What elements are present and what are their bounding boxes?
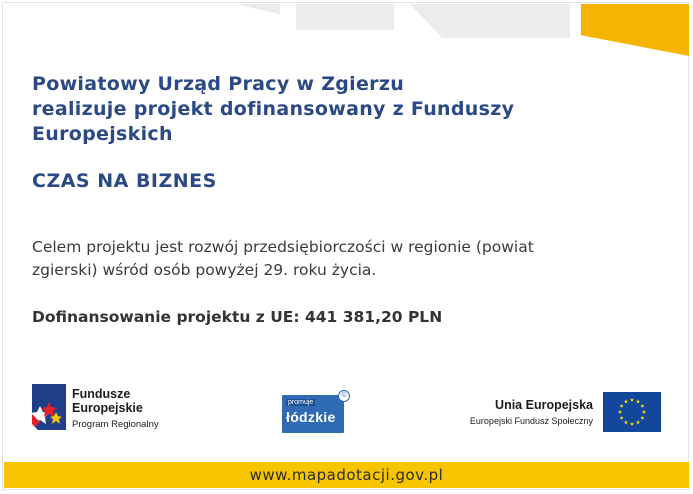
fe-line-2: Europejskie — [72, 401, 143, 415]
footer-bar — [4, 462, 689, 488]
eu-star — [630, 422, 634, 426]
footer-url: www.mapadotacji.gov.pl — [249, 466, 444, 484]
fe-program: Program Regionalny — [72, 419, 159, 430]
eu-star — [624, 399, 628, 403]
project-description — [32, 236, 652, 282]
description-line-1: Celem projektu jest rozwój przedsiębiorczości w regionie (powiat — [32, 238, 534, 256]
eu-star — [640, 416, 644, 420]
project-name: CZAS NA BIZNES — [32, 170, 217, 192]
eu-logo-text — [470, 398, 593, 426]
eu-star — [636, 420, 640, 424]
eu-star — [620, 404, 624, 408]
lodzkie-big-text: łódzkie — [286, 409, 336, 425]
eu-name: Unia Europejska — [495, 398, 593, 412]
eu-flag-icon — [603, 392, 661, 432]
page-title — [32, 72, 592, 147]
eu-star — [636, 399, 640, 403]
description-line-2: zgierski) wśród osób powyżej 29. roku życia. — [32, 261, 377, 279]
lodzkie-logo — [282, 395, 344, 433]
fe-line-1: Fundusze — [72, 387, 131, 401]
eu-star — [624, 420, 628, 424]
eu-star — [630, 398, 634, 402]
eu-star — [620, 416, 624, 420]
fundusze-europejskie-logo — [32, 384, 159, 434]
eu-star — [642, 410, 646, 414]
title-line-2: realizuje projekt dofinansowany z Funduszy — [32, 98, 515, 120]
eu-star — [640, 404, 644, 408]
title-line-1: Powiatowy Urząd Pracy w Zgierzu — [32, 73, 405, 95]
fe-star-icon — [32, 384, 66, 430]
title-line-3: Europejskich — [32, 123, 173, 145]
lodzkie-mark-icon: © — [338, 390, 350, 402]
lodzkie-small-text: promuje — [288, 399, 314, 406]
top-band-2 — [296, 4, 394, 30]
eu-stars-icon — [603, 392, 661, 432]
funding-amount: Dofinansowanie projektu z UE: 441 381,20 PLN — [32, 308, 443, 326]
eu-fund: Europejski Fundusz Społeczny — [469, 416, 593, 426]
eu-star — [618, 410, 622, 414]
